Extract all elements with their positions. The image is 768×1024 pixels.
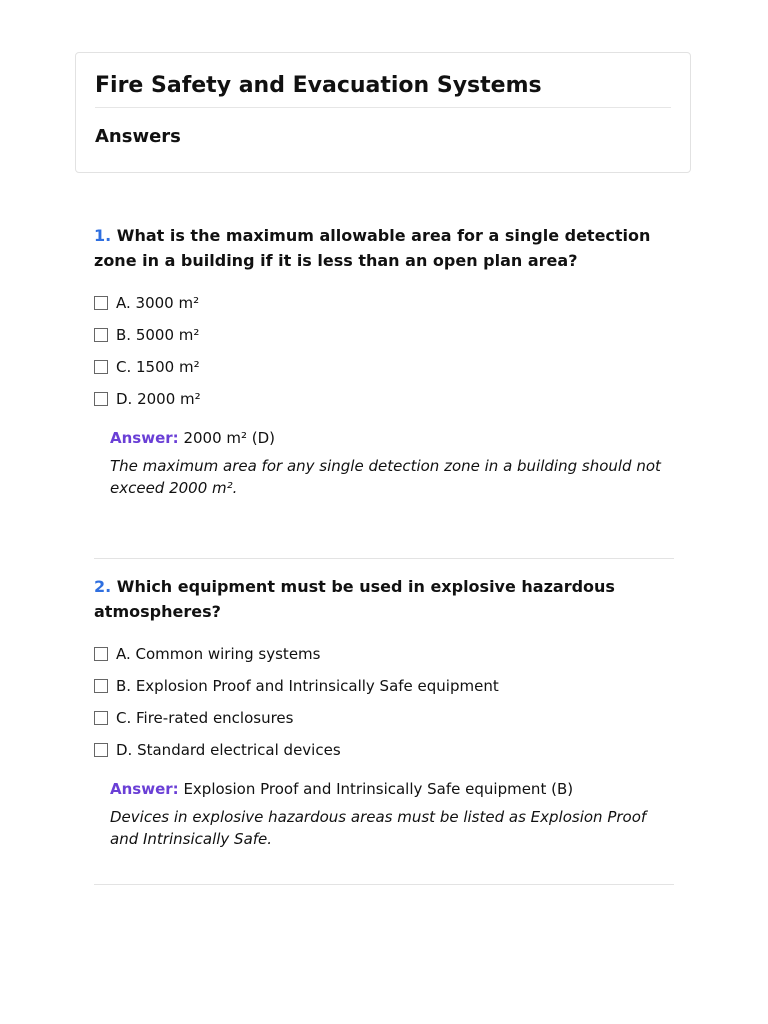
checkbox[interactable] (94, 360, 108, 374)
answer-line (110, 427, 670, 449)
answer-value: 2000 m² (D) (183, 429, 276, 447)
answer-line (110, 778, 670, 800)
answer-explanation: Devices in explosive hazardous areas must be listed as Explosion Proof and Intrinsically Safe. (110, 808, 647, 848)
question-divider (94, 558, 674, 559)
option-a[interactable] (94, 287, 674, 319)
option-d[interactable] (94, 383, 674, 415)
option-label: A. Common wiring systems (116, 645, 321, 663)
option-label: D. 2000 m² (116, 390, 201, 408)
checkbox[interactable] (94, 392, 108, 406)
option-b[interactable] (94, 319, 674, 351)
option-label: B. 5000 m² (116, 326, 200, 344)
page-title: Fire Safety and Evacuation Systems (95, 73, 542, 98)
question-divider (94, 884, 674, 885)
checkbox[interactable] (94, 647, 108, 661)
option-c[interactable] (94, 351, 674, 383)
option-d[interactable] (94, 734, 674, 766)
question-text (94, 223, 674, 273)
option-label: D. Standard electrical devices (116, 741, 341, 759)
header-divider (95, 107, 671, 108)
answer-label: Answer: (110, 429, 179, 447)
option-b[interactable] (94, 670, 674, 702)
option-label: C. 1500 m² (116, 358, 200, 376)
page-subtitle: Answers (95, 126, 181, 147)
option-label: C. Fire-rated enclosures (116, 709, 294, 727)
options-list (94, 287, 674, 415)
answer-label: Answer: (110, 780, 179, 798)
question-2 (94, 574, 674, 850)
answer-explanation: The maximum area for any single detection zone in a building should not exceed 2000 m². (110, 457, 661, 497)
question-number: 1. (94, 226, 112, 245)
checkbox[interactable] (94, 679, 108, 693)
option-label: B. Explosion Proof and Intrinsically Safe equipment (116, 677, 499, 695)
checkbox[interactable] (94, 296, 108, 310)
option-a[interactable] (94, 638, 674, 670)
header-card (75, 52, 691, 173)
answer-block (110, 778, 670, 850)
option-label: A. 3000 m² (116, 294, 200, 312)
answer-block (110, 427, 670, 499)
options-list (94, 638, 674, 766)
answer-value: Explosion Proof and Intrinsically Safe equipment (B) (183, 780, 574, 798)
checkbox[interactable] (94, 743, 108, 757)
question-prompt: What is the maximum allowable area for a single detection zone in a building if it is less than an open plan area? (94, 226, 651, 270)
question-prompt: Which equipment must be used in explosive hazardous atmospheres? (94, 577, 615, 621)
checkbox[interactable] (94, 711, 108, 725)
question-1 (94, 223, 674, 499)
checkbox[interactable] (94, 328, 108, 342)
question-text (94, 574, 674, 624)
question-number: 2. (94, 577, 112, 596)
option-c[interactable] (94, 702, 674, 734)
